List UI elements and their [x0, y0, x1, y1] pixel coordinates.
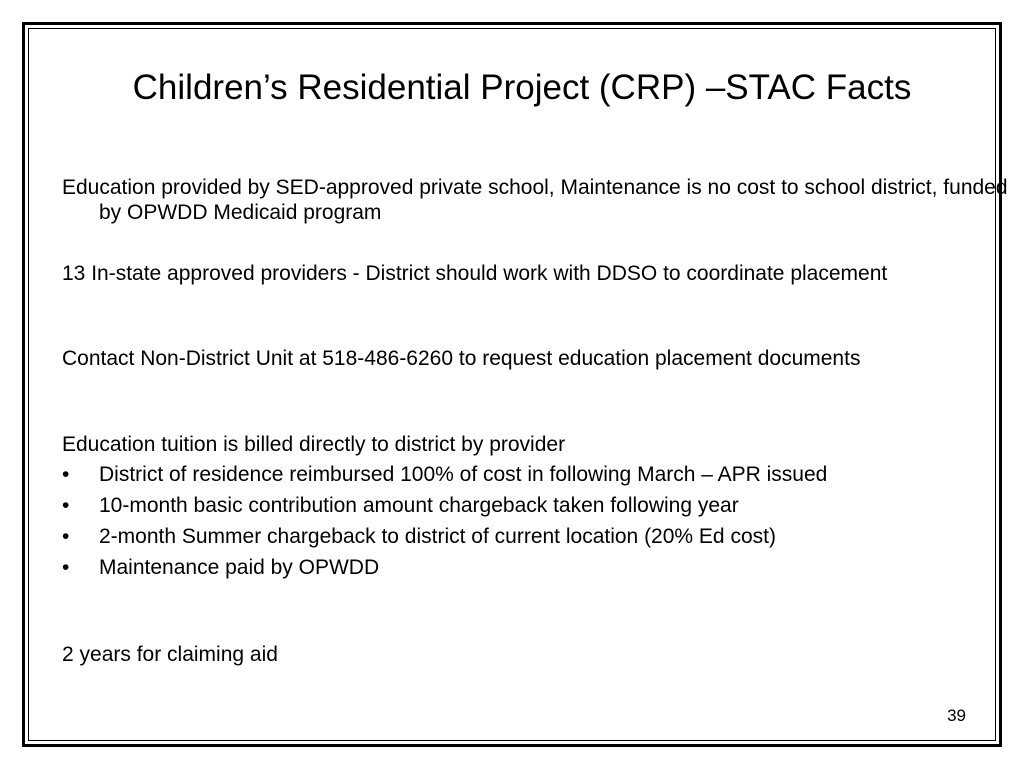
bullet-glyph: • — [62, 556, 70, 579]
paragraph-tuition-billing: Education tuition is billed directly to district by provider — [62, 433, 566, 456]
bullet-item — [62, 555, 972, 580]
page-number: 39 — [947, 706, 966, 725]
paragraph-contact-unit: Contact Non-District Unit at 518-486-6260 to request education placement documents — [62, 347, 861, 370]
bullet-text: 2-month Summer chargeback to district of current location (20% Ed cost) — [99, 525, 776, 548]
paragraph-in-state-providers: 13 In-state approved providers - District should work with DDSO to coordinate placement — [62, 262, 888, 285]
bullet-item — [62, 462, 972, 487]
bullet-text: 10-month basic contribution amount chargeback taken following year — [99, 494, 739, 517]
paragraph-education-provided: Education provided by SED-approved private school, Maintenance is no cost to school district, funded by OPWDD Medicaid program — [62, 176, 1008, 224]
bullet-glyph: • — [62, 463, 70, 486]
bullet-glyph: • — [62, 525, 70, 548]
slide-border-inner — [28, 28, 996, 741]
bullet-text: District of residence reimbursed 100% of cost in following March – APR issued — [99, 463, 828, 486]
bullet-glyph: • — [62, 494, 70, 517]
bullet-item — [62, 493, 972, 518]
tuition-bullet-list — [62, 462, 972, 586]
slide-title: Children’s Residential Project (CRP) –STAC Facts — [132, 68, 912, 107]
paragraph-claiming-aid: 2 years for claiming aid — [62, 643, 278, 666]
bullet-item — [62, 524, 972, 549]
bullet-text: Maintenance paid by OPWDD — [99, 556, 380, 579]
